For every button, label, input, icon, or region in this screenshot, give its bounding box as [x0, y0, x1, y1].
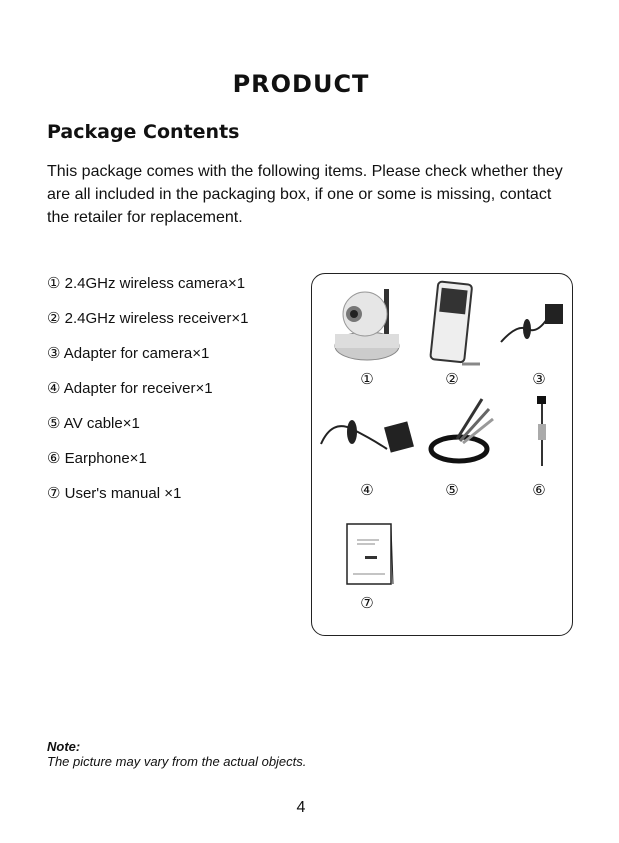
- figure-marker: ⑦: [360, 594, 374, 612]
- list-item: [47, 309, 248, 327]
- av-cable-image: [427, 394, 497, 469]
- figure-marker: ⑤: [445, 481, 459, 499]
- item-marker: ⑥: [47, 450, 61, 467]
- item-label: 2.4GHz wireless receiver×1: [64, 310, 249, 327]
- receiver-image: [422, 279, 482, 369]
- item-label: AV cable×1: [63, 415, 140, 432]
- figure-marker: ③: [532, 370, 546, 388]
- list-item: [47, 449, 147, 467]
- list-item: [47, 484, 181, 502]
- list-item: [47, 274, 245, 292]
- note-text: The picture may vary from the actual objects.: [47, 754, 307, 769]
- note-label: Note:: [47, 739, 81, 754]
- user-manual-image: [345, 522, 395, 587]
- item-label: Earphone×1: [64, 450, 147, 467]
- camera-image: [332, 284, 402, 364]
- item-marker: ③: [47, 345, 61, 362]
- item-label: Adapter for receiver×1: [63, 380, 213, 397]
- item-label: 2.4GHz wireless camera×1: [64, 275, 246, 292]
- intro-paragraph: This package comes with the following items. Please check whether they are all included in the packaging box, if one or some is missing, contact the retailer for replacement.: [47, 163, 563, 226]
- receiver-adapter-image: [317, 404, 417, 464]
- item-marker: ②: [47, 310, 61, 327]
- list-item: [47, 379, 213, 397]
- item-marker: ⑦: [47, 485, 61, 502]
- list-item: [47, 344, 209, 362]
- section-title: Package Contents: [47, 121, 240, 143]
- item-marker: ⑤: [47, 415, 61, 432]
- item-label: User's manual ×1: [64, 485, 182, 502]
- figure-marker: ②: [445, 370, 459, 388]
- page-number: 4: [296, 799, 306, 816]
- figure-marker: ④: [360, 481, 374, 499]
- page-title: PRODUCT: [232, 70, 370, 98]
- item-marker: ④: [47, 380, 61, 397]
- item-marker: ①: [47, 275, 61, 292]
- figure-marker: ⑥: [532, 481, 546, 499]
- earphone-image: [532, 394, 552, 469]
- product-figure: [311, 273, 573, 636]
- camera-adapter-image: [497, 294, 567, 354]
- item-label: Adapter for camera×1: [63, 345, 210, 362]
- list-item: [47, 414, 140, 432]
- figure-marker: ①: [360, 370, 374, 388]
